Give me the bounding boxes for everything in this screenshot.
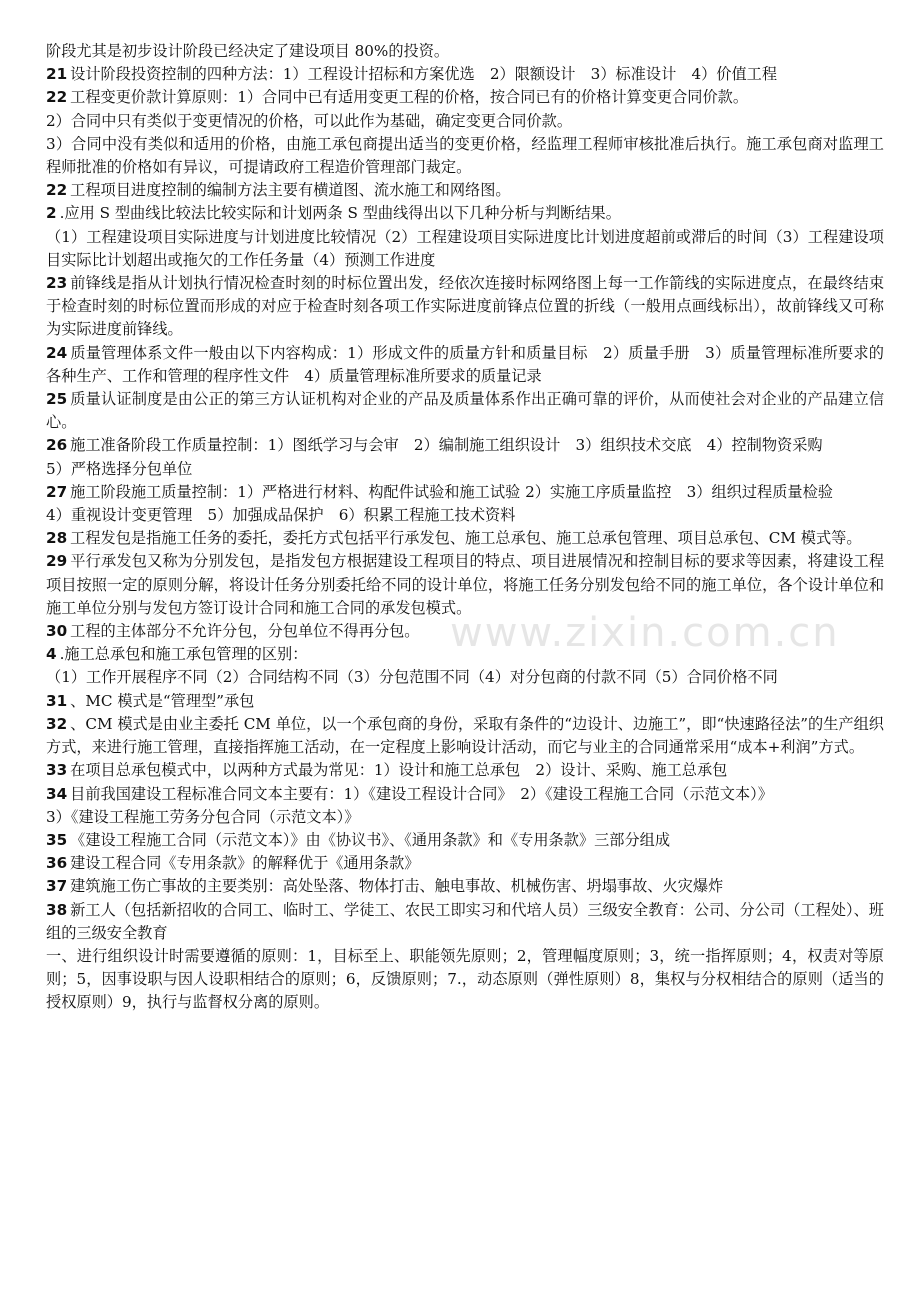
paragraph-28 [46,527,884,550]
paragraph-text: 新工人（包括新招收的合同工、临时工、学徒工、农民工即实习和代培人员）三级安全教育：公司、分公司（工程处）、班组的三级安全教育 [46,900,884,942]
paragraph-32 [46,713,884,759]
paragraph-text: 一、进行组织设计时需要遵循的原则：1，目标至上、职能领先原则；2，管理幅度原则；3，统一指挥原则；4，权责对等原则；5，因事设职与因人设职相结合的原则；6，反馈原则；7.，动态原则（弹性原则）8，集权与分权相结合的原则（适当的授权原则）9，执行与监督权分离的原则。 [46,946,884,1012]
paragraph-24 [46,342,884,388]
paragraph-29 [46,550,884,620]
item-number: 27 [46,482,68,501]
paragraph-org-design [46,945,884,1015]
paragraph-text: 工程项目进度控制的编制方法主要有横道图、流水施工和网络图。 [70,181,511,200]
item-number: 26 [46,436,68,455]
item-number: 22 [46,88,68,107]
paragraph-s-curve-results [46,226,884,272]
item-number: 36 [46,854,68,873]
paragraph-text: 工程变更价款计算原则：1）合同中已有适用变更工程的价格，按合同已有的价格计算变更合同价款。 [70,88,749,107]
paragraph-31 [46,690,884,713]
item-number: 4 [46,645,57,664]
paragraph-text: 工程的主体部分不允许分包，分包单位不得再分包。 [70,622,420,641]
paragraph-intro [46,40,884,63]
item-number: 25 [46,390,68,409]
paragraph-text: 质量管理体系文件一般由以下内容构成：1）形成文件的质量方针和质量目标 2）质量手册 3）质量管理标准所要求的各种生产、工作和管理的程序性文件 4）质量管理标准所要求的质量记录 [46,343,884,385]
paragraph-22a-2 [46,110,884,133]
item-number: 24 [46,343,68,362]
paragraph-text: 质量认证制度是由公正的第三方认证机构对企业的产品及质量体系作出正确可靠的评价，从而使社会对企业的产品建立信心。 [46,390,884,432]
paragraph-26-cont [46,458,884,481]
paragraph-38 [46,899,884,945]
item-number: 23 [46,274,68,293]
item-number: 33 [46,761,68,780]
item-number: 21 [46,65,68,84]
paragraph-text: 工程发包是指施工任务的委托，委托方式包括平行承发包、施工总承包、施工总承包管理、项目总承包、CM 模式等。 [70,529,862,548]
paragraph-text: 2）合同中只有类似于变更情况的价格，可以此作为基础，确定变更合同价款。 [46,111,573,130]
item-number: 2 [46,204,57,223]
item-number: 29 [46,552,68,571]
paragraph-text: 、CM 模式是由业主委托 CM 单位，以一个承包商的身份，采取有条件的“边设计、边施工”，即“快速路径法”的生产组织方式，来进行施工管理，直接指挥施工活动，在一定程度上影响设计活动，而它与业主的合同通常采用“成本+利润”方式。 [46,714,884,757]
item-number: 31 [46,691,68,710]
paragraph-30 [46,620,884,643]
paragraph-text: 5）严格选择分包单位 [46,459,193,478]
paragraph-22b [46,179,884,202]
paragraph-4 [46,643,884,666]
paragraph-text: 前锋线是指从计划执行情况检查时刻的时标位置出发，经依次连接时标网络图上每一工作箭线的实际进度点，在最终结束于检查时刻的时标位置而形成的对应于检查时刻各项工作实际进度前锋点位置的折线（一般用点画线标出），故前锋线又可称为实际进度前锋线。 [46,274,884,339]
item-number: 30 [46,622,68,641]
paragraph-text: 3）《建设工程施工劳务分包合同（示范文本）》 [46,807,360,826]
paragraph-4-items [46,666,884,689]
paragraph-text: .施工总承包和施工承包管理的区别： [59,645,308,664]
paragraph-text: 4）重视设计变更管理 5）加强成品保护 6）积累工程施工技术资料 [46,506,516,525]
paragraph-22a [46,86,884,109]
paragraph-22a-3 [46,133,884,179]
paragraph-36 [46,852,884,875]
paragraph-text: （1）工作开展程序不同（2）合同结构不同（3）分包范围不同（4）对分包商的付款不同（5）合同价格不同 [46,668,778,687]
paragraph-37 [46,875,884,898]
watermark: www.zixin.com.cn [450,610,840,656]
paragraph-text: 建设工程合同《专用条款》的解释优于《通用条款》 [70,854,420,873]
item-number: 35 [46,830,68,849]
paragraph-text: 《建设工程施工合同（示范文本）》由《协议书》、《通用条款》和《专用条款》三部分组成 [70,830,671,849]
paragraph-text: 、MC 模式是“管理型”承包 [70,691,255,710]
paragraph-34 [46,783,884,806]
paragraph-text: 建筑施工伤亡事故的主要类别：高处坠落、物体打击、触电事故、机械伤害、坍塌事故、火灾爆炸 [70,877,724,896]
item-number: 32 [46,714,68,733]
item-number: 28 [46,529,68,548]
paragraph-s-curve [46,202,884,225]
paragraph-35 [46,829,884,852]
paragraph-text: 阶段尤其是初步设计阶段已经决定了建设项目 80%的投资。 [46,42,450,60]
paragraph-34-cont [46,806,884,829]
item-number: 37 [46,877,68,896]
paragraph-25 [46,388,884,434]
paragraph-text: 设计阶段投资控制的四种方法：1）工程设计招标和方案优选 2）限额设计 3）标准设计 4）价值工程 [70,65,778,84]
paragraph-text: 平行承发包又称为分别发包，是指发包方根据建设工程项目的特点、项目进展情况和控制目标的要求等因素，将建设工程项目按照一定的原则分解，将设计任务分别委托给不同的设计单位，将施工任务分别发包给不同的施工单位，各个设计单位和施工单位分别与发包方签订设计合同和施工合同的承发包模式。 [46,552,884,617]
paragraph-33 [46,759,884,782]
paragraph-text: .应用 S 型曲线比较法比较实际和计划两条 S 型曲线得出以下几种分析与判断结果。 [59,204,621,223]
paragraph-text: （1）工程建设项目实际进度与计划进度比较情况（2）工程建设项目实际进度比计划进度超前或滞后的时间（3）工程建设项目实际比计划超出或拖欠的工作任务量（4）预测工作进度 [46,227,884,269]
item-number: 22 [46,181,68,200]
paragraph-26 [46,434,884,457]
paragraph-text: 3）合同中没有类似和适用的价格，由施工承包商提出适当的变更价格，经监理工程师审核批准后执行。施工承包商对监理工程师批准的价格如有异议，可提请政府工程造价管理部门裁定。 [46,134,884,177]
paragraph-21 [46,63,884,86]
item-number: 34 [46,784,68,803]
paragraph-text: 目前我国建设工程标准合同文本主要有：1）《建设工程设计合同》 2）《建设工程施工合同（示范文本）》 [70,784,773,803]
paragraph-27-cont [46,504,884,527]
paragraph-27 [46,481,884,504]
paragraph-text: 在项目总承包模式中，以两种方式最为常见：1）设计和施工总承包 2）设计、采购、施工总承包 [70,761,728,780]
paragraph-text: 施工准备阶段工作质量控制：1）图纸学习与会审 2）编制施工组织设计 3）组织技术交底 4）控制物资采购 [70,436,823,455]
item-number: 38 [46,900,68,919]
document-body [46,40,884,1015]
paragraph-text: 施工阶段施工质量控制：1）严格进行材料、构配件试验和施工试验 2）实施工序质量监控 3）组织过程质量检验 [70,482,833,501]
paragraph-23 [46,272,884,342]
